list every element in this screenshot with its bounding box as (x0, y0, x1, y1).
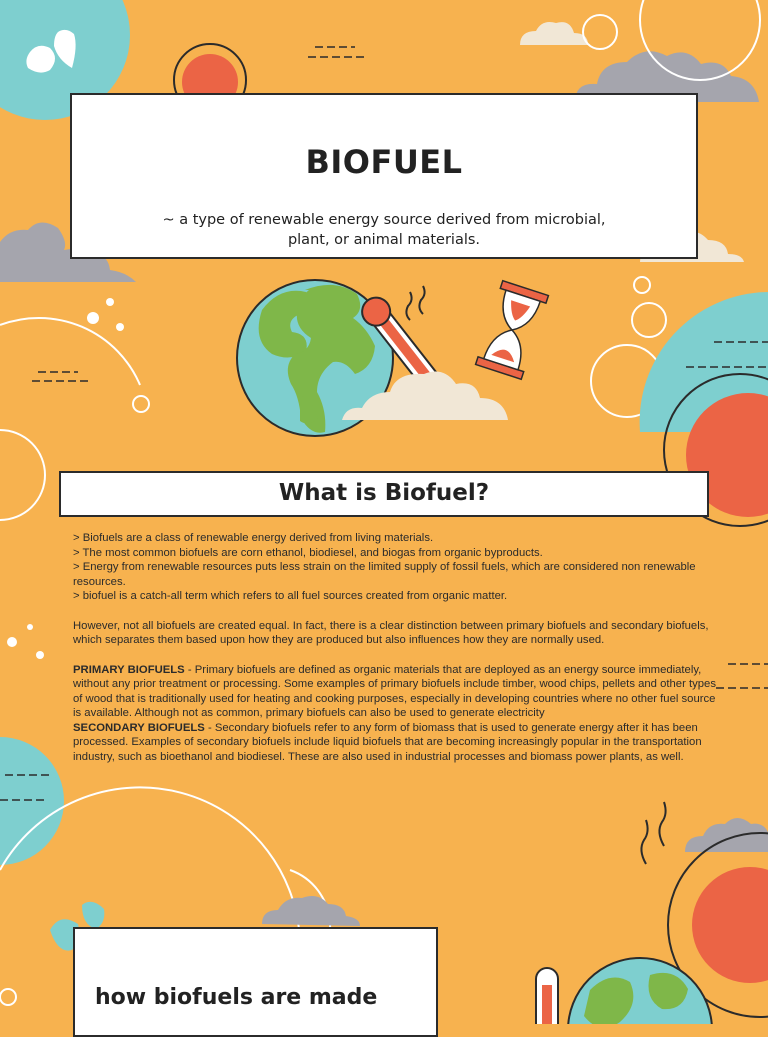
splash-icon (82, 902, 104, 929)
subtitle-line-2: plant, or animal materials. (287, 232, 481, 248)
page-subtitle (132, 210, 636, 250)
primary-biofuels-label: PRIMARY BIOFUELS (73, 663, 185, 676)
page-title: BIOFUEL (305, 143, 463, 181)
secondary-biofuels-paragraph (73, 721, 723, 765)
bullet-2: > The most common biofuels are corn ethanol, biodiesel, and biogas from organic byproducts. (73, 546, 543, 559)
subtitle-line-1: ~ a type of renewable energy source derived from microbial, (162, 212, 606, 228)
section-body (73, 531, 723, 764)
cloud-icon (685, 818, 768, 852)
bottom-title: how biofuels are made (95, 985, 378, 1010)
coral-circle-bottom-right (692, 867, 768, 983)
title-card (70, 93, 698, 259)
section-heading-box (59, 471, 709, 517)
bullet-4: > biofuel is a catch-all term which refers to all fuel sources created from organic matter. (73, 590, 508, 602)
secondary-biofuels-text: - Secondary biofuels refer to any form of biomass that is used to generate energy after it has been processed. Examples of secondary biofuels include liquid biofuels that are becoming increasingly popular in the transportation industry, such as bioethanol and biodiesel. These are also used in industrial processes and biomass power plants, as well. (73, 721, 702, 763)
cloud-icon (520, 22, 588, 45)
secondary-biofuels-label: SECONDARY BIOFUELS (73, 721, 205, 734)
primary-biofuels-paragraph (73, 663, 723, 721)
bullet-1: > Biofuels are a class of renewable energy derived from living materials. (73, 532, 434, 544)
hourglass-icon (476, 281, 549, 380)
cloud-icon (262, 896, 360, 926)
primary-biofuels-text: - Primary biofuels are defined as organic materials that are deployed as an energy source immediately, without any prior treatment or processing. Some examples of primary biofuels include timber, wood chips, pellets and other types of wood that is traditionally used for heating and cooking purposes, especially in developing countries where no other fuel source is available. Although not as common, primary biofuels can also be used to generate electricity (73, 663, 716, 719)
intro-paragraph: However, not all biofuels are created equal. In fact, there is a clear distinction between primary biofuels and secondary biofuels, which separates them based upon how they are produced but also influences how they are normally used. (73, 619, 709, 646)
bullet-3: > Energy from renewable resources puts less strain on the limited supply of fossil fuels, which are considered non renewable resources. (73, 561, 696, 588)
section-heading: What is Biofuel? (278, 480, 490, 506)
bottom-card (73, 927, 438, 1037)
